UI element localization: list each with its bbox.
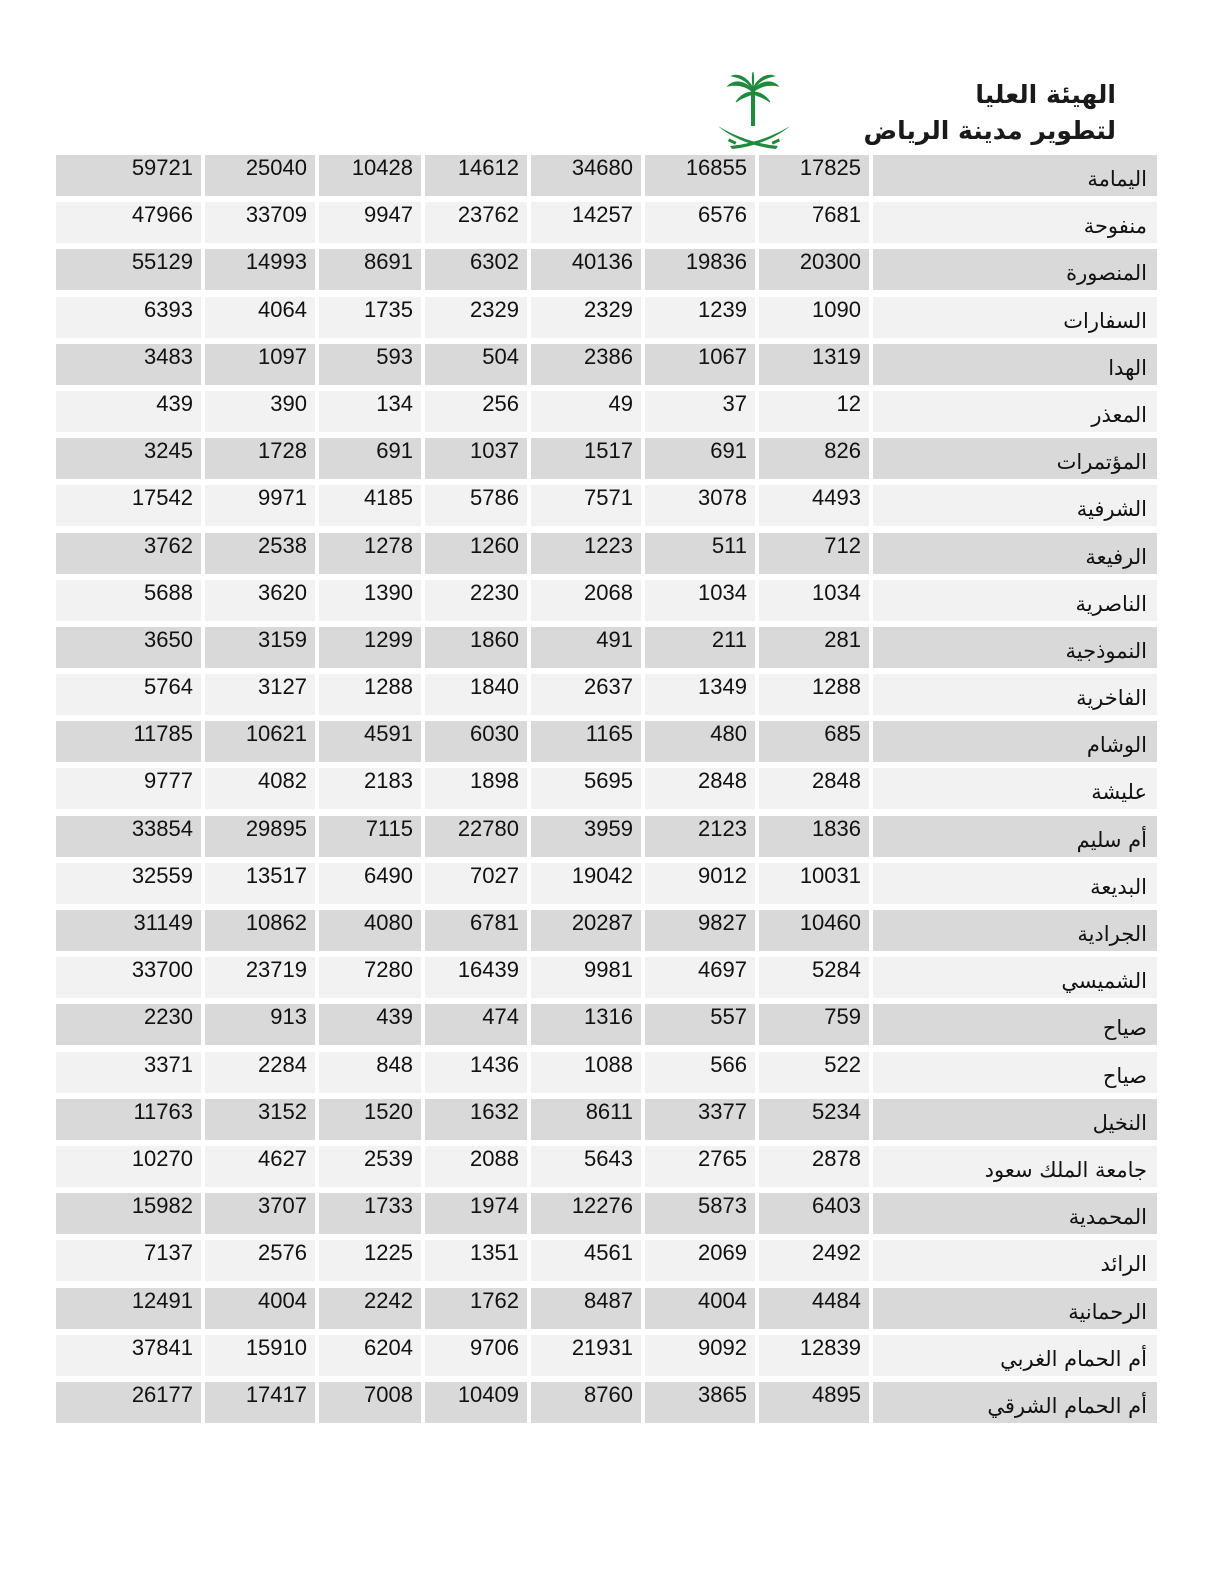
value-cell: 1299 xyxy=(319,627,421,668)
value-cell: 4591 xyxy=(319,721,421,762)
value-cell: 491 xyxy=(531,627,641,668)
value-cell: 11785 xyxy=(56,721,201,762)
value-cell: 6781 xyxy=(425,910,527,951)
table-row xyxy=(56,153,1157,200)
value-cell: 20300 xyxy=(759,249,869,290)
value-cell: 3371 xyxy=(56,1052,201,1093)
district-name-cell: أم الحمام الشرقي xyxy=(873,1382,1157,1423)
value-cell: 2576 xyxy=(205,1240,315,1281)
value-cell: 1762 xyxy=(425,1288,527,1329)
value-cell: 5688 xyxy=(56,580,201,621)
value-cell: 12276 xyxy=(531,1193,641,1234)
value-cell: 2230 xyxy=(56,1004,201,1045)
value-cell: 32559 xyxy=(56,863,201,904)
value-cell: 1239 xyxy=(645,297,755,338)
value-cell: 5764 xyxy=(56,674,201,715)
value-cell: 26177 xyxy=(56,1382,201,1423)
table-row xyxy=(56,1050,1157,1097)
table-row xyxy=(56,1238,1157,1285)
value-cell: 4561 xyxy=(531,1240,641,1281)
value-cell: 5643 xyxy=(531,1146,641,1187)
value-cell: 439 xyxy=(56,391,201,432)
value-cell: 40136 xyxy=(531,249,641,290)
value-cell: 2539 xyxy=(319,1146,421,1187)
value-cell: 11763 xyxy=(56,1099,201,1140)
value-cell: 15910 xyxy=(205,1335,315,1376)
district-name-cell: النموذجية xyxy=(873,627,1157,668)
table-row xyxy=(56,719,1157,766)
value-cell: 4004 xyxy=(205,1288,315,1329)
value-cell: 2878 xyxy=(759,1146,869,1187)
value-cell: 211 xyxy=(645,627,755,668)
value-cell: 4064 xyxy=(205,297,315,338)
value-cell: 522 xyxy=(759,1052,869,1093)
value-cell: 1436 xyxy=(425,1052,527,1093)
value-cell: 1034 xyxy=(645,580,755,621)
value-cell: 4627 xyxy=(205,1146,315,1187)
value-cell: 7137 xyxy=(56,1240,201,1281)
value-cell: 1278 xyxy=(319,533,421,574)
value-cell: 19836 xyxy=(645,249,755,290)
value-cell: 691 xyxy=(645,438,755,479)
value-cell: 2230 xyxy=(425,580,527,621)
value-cell: 9092 xyxy=(645,1335,755,1376)
value-cell: 3159 xyxy=(205,627,315,668)
value-cell: 848 xyxy=(319,1052,421,1093)
value-cell: 1034 xyxy=(759,580,869,621)
value-cell: 593 xyxy=(319,344,421,385)
value-cell: 1349 xyxy=(645,674,755,715)
table-row xyxy=(56,861,1157,908)
value-cell: 1088 xyxy=(531,1052,641,1093)
value-cell: 37841 xyxy=(56,1335,201,1376)
table-row xyxy=(56,1097,1157,1144)
district-name-cell: الهدا xyxy=(873,344,1157,385)
value-cell: 31149 xyxy=(56,910,201,951)
value-cell: 712 xyxy=(759,533,869,574)
value-cell: 23762 xyxy=(425,202,527,243)
value-cell: 439 xyxy=(319,1004,421,1045)
value-cell: 49 xyxy=(531,391,641,432)
value-cell: 2284 xyxy=(205,1052,315,1093)
value-cell: 826 xyxy=(759,438,869,479)
value-cell: 2386 xyxy=(531,344,641,385)
value-cell: 256 xyxy=(425,391,527,432)
value-cell: 1735 xyxy=(319,297,421,338)
value-cell: 1260 xyxy=(425,533,527,574)
table-row xyxy=(56,389,1157,436)
value-cell: 4004 xyxy=(645,1288,755,1329)
value-cell: 1097 xyxy=(205,344,315,385)
value-cell: 1223 xyxy=(531,533,641,574)
value-cell: 4697 xyxy=(645,957,755,998)
value-cell: 504 xyxy=(425,344,527,385)
value-cell: 59721 xyxy=(56,155,201,196)
district-name-cell: المنصورة xyxy=(873,249,1157,290)
value-cell: 3245 xyxy=(56,438,201,479)
value-cell: 6030 xyxy=(425,721,527,762)
table-row xyxy=(56,814,1157,861)
value-cell: 2848 xyxy=(645,768,755,809)
value-cell: 2242 xyxy=(319,1288,421,1329)
district-name-cell: المؤتمرات xyxy=(873,438,1157,479)
value-cell: 1067 xyxy=(645,344,755,385)
value-cell: 14257 xyxy=(531,202,641,243)
value-cell: 6204 xyxy=(319,1335,421,1376)
value-cell: 3959 xyxy=(531,816,641,857)
value-cell: 21931 xyxy=(531,1335,641,1376)
value-cell: 2492 xyxy=(759,1240,869,1281)
value-cell: 37 xyxy=(645,391,755,432)
value-cell: 9827 xyxy=(645,910,755,951)
value-cell: 1165 xyxy=(531,721,641,762)
value-cell: 4493 xyxy=(759,485,869,526)
value-cell: 33700 xyxy=(56,957,201,998)
value-cell: 2329 xyxy=(425,297,527,338)
table-row xyxy=(56,908,1157,955)
value-cell: 23719 xyxy=(205,957,315,998)
organization-logo xyxy=(716,72,1116,156)
value-cell: 6403 xyxy=(759,1193,869,1234)
district-name-cell: اليمامة xyxy=(873,155,1157,196)
value-cell: 33709 xyxy=(205,202,315,243)
value-cell: 10460 xyxy=(759,910,869,951)
value-cell: 19042 xyxy=(531,863,641,904)
value-cell: 16439 xyxy=(425,957,527,998)
value-cell: 685 xyxy=(759,721,869,762)
value-cell: 20287 xyxy=(531,910,641,951)
value-cell: 474 xyxy=(425,1004,527,1045)
district-name-cell: الشميسي xyxy=(873,957,1157,998)
table-row xyxy=(56,247,1157,294)
value-cell: 1632 xyxy=(425,1099,527,1140)
value-cell: 1517 xyxy=(531,438,641,479)
value-cell: 7008 xyxy=(319,1382,421,1423)
value-cell: 10428 xyxy=(319,155,421,196)
value-cell: 2765 xyxy=(645,1146,755,1187)
value-cell: 1520 xyxy=(319,1099,421,1140)
value-cell: 1974 xyxy=(425,1193,527,1234)
value-cell: 480 xyxy=(645,721,755,762)
table-row xyxy=(56,295,1157,342)
table-row xyxy=(56,1191,1157,1238)
value-cell: 566 xyxy=(645,1052,755,1093)
value-cell: 33854 xyxy=(56,816,201,857)
value-cell: 6302 xyxy=(425,249,527,290)
value-cell: 3707 xyxy=(205,1193,315,1234)
value-cell: 2068 xyxy=(531,580,641,621)
value-cell: 5873 xyxy=(645,1193,755,1234)
value-cell: 3650 xyxy=(56,627,201,668)
district-name-cell: أم سليم xyxy=(873,816,1157,857)
value-cell: 2329 xyxy=(531,297,641,338)
value-cell: 2123 xyxy=(645,816,755,857)
value-cell: 8691 xyxy=(319,249,421,290)
value-cell: 9981 xyxy=(531,957,641,998)
value-cell: 14612 xyxy=(425,155,527,196)
value-cell: 7115 xyxy=(319,816,421,857)
district-name-cell: الرائد xyxy=(873,1240,1157,1281)
district-name-cell: الفاخرية xyxy=(873,674,1157,715)
table-row xyxy=(56,955,1157,1002)
district-name-cell: الرحمانية xyxy=(873,1288,1157,1329)
district-name-cell: الشرفية xyxy=(873,485,1157,526)
value-cell: 1316 xyxy=(531,1004,641,1045)
district-name-cell: الناصرية xyxy=(873,580,1157,621)
value-cell: 1351 xyxy=(425,1240,527,1281)
district-name-cell: السفارات xyxy=(873,297,1157,338)
value-cell: 1898 xyxy=(425,768,527,809)
district-name-cell: الرفيعة xyxy=(873,533,1157,574)
value-cell: 5234 xyxy=(759,1099,869,1140)
value-cell: 3152 xyxy=(205,1099,315,1140)
value-cell: 1860 xyxy=(425,627,527,668)
value-cell: 1733 xyxy=(319,1193,421,1234)
value-cell: 557 xyxy=(645,1004,755,1045)
value-cell: 13517 xyxy=(205,863,315,904)
value-cell: 8760 xyxy=(531,1382,641,1423)
value-cell: 3127 xyxy=(205,674,315,715)
value-cell: 9971 xyxy=(205,485,315,526)
value-cell: 1390 xyxy=(319,580,421,621)
value-cell: 22780 xyxy=(425,816,527,857)
table-row xyxy=(56,1286,1157,1333)
value-cell: 29895 xyxy=(205,816,315,857)
table-row xyxy=(56,625,1157,672)
logo-title-line1: الهيئة العليا xyxy=(975,80,1116,109)
palm-swords-emblem-icon xyxy=(716,72,792,154)
logo-title-line2: لتطوير مدينة الرياض xyxy=(863,116,1116,145)
district-name-cell: المعذر xyxy=(873,391,1157,432)
value-cell: 4895 xyxy=(759,1382,869,1423)
table-row xyxy=(56,1380,1157,1427)
value-cell: 9012 xyxy=(645,863,755,904)
value-cell: 1840 xyxy=(425,674,527,715)
value-cell: 6576 xyxy=(645,202,755,243)
table-row xyxy=(56,578,1157,625)
district-name-cell: صياح xyxy=(873,1004,1157,1045)
value-cell: 913 xyxy=(205,1004,315,1045)
value-cell: 134 xyxy=(319,391,421,432)
district-name-cell: عليشة xyxy=(873,768,1157,809)
district-name-cell: البديعة xyxy=(873,863,1157,904)
value-cell: 1225 xyxy=(319,1240,421,1281)
district-name-cell: الجرادية xyxy=(873,910,1157,951)
value-cell: 1090 xyxy=(759,297,869,338)
value-cell: 7027 xyxy=(425,863,527,904)
value-cell: 15982 xyxy=(56,1193,201,1234)
value-cell: 2088 xyxy=(425,1146,527,1187)
value-cell: 6490 xyxy=(319,863,421,904)
value-cell: 12839 xyxy=(759,1335,869,1376)
value-cell: 3762 xyxy=(56,533,201,574)
value-cell: 281 xyxy=(759,627,869,668)
value-cell: 3865 xyxy=(645,1382,755,1423)
value-cell: 1319 xyxy=(759,344,869,385)
district-name-cell: النخيل xyxy=(873,1099,1157,1140)
value-cell: 3078 xyxy=(645,485,755,526)
district-name-cell: منفوحة xyxy=(873,202,1157,243)
value-cell: 10862 xyxy=(205,910,315,951)
value-cell: 8487 xyxy=(531,1288,641,1329)
value-cell: 25040 xyxy=(205,155,315,196)
value-cell: 2183 xyxy=(319,768,421,809)
value-cell: 12 xyxy=(759,391,869,432)
value-cell: 10621 xyxy=(205,721,315,762)
value-cell: 10409 xyxy=(425,1382,527,1423)
value-cell: 2848 xyxy=(759,768,869,809)
table-row xyxy=(56,1144,1157,1191)
value-cell: 10031 xyxy=(759,863,869,904)
value-cell: 3483 xyxy=(56,344,201,385)
value-cell: 511 xyxy=(645,533,755,574)
value-cell: 759 xyxy=(759,1004,869,1045)
value-cell: 1288 xyxy=(319,674,421,715)
value-cell: 4484 xyxy=(759,1288,869,1329)
table-row xyxy=(56,531,1157,578)
value-cell: 9947 xyxy=(319,202,421,243)
value-cell: 4082 xyxy=(205,768,315,809)
value-cell: 2069 xyxy=(645,1240,755,1281)
district-name-cell: الوشام xyxy=(873,721,1157,762)
district-name-cell: صياح xyxy=(873,1052,1157,1093)
table-row xyxy=(56,342,1157,389)
value-cell: 5284 xyxy=(759,957,869,998)
value-cell: 9777 xyxy=(56,768,201,809)
table-row xyxy=(56,1333,1157,1380)
value-cell: 10270 xyxy=(56,1146,201,1187)
value-cell: 2538 xyxy=(205,533,315,574)
value-cell: 3377 xyxy=(645,1099,755,1140)
district-name-cell: المحمدية xyxy=(873,1193,1157,1234)
value-cell: 691 xyxy=(319,438,421,479)
value-cell: 9706 xyxy=(425,1335,527,1376)
value-cell: 1728 xyxy=(205,438,315,479)
table-row xyxy=(56,436,1157,483)
table-row xyxy=(56,483,1157,530)
table-row xyxy=(56,200,1157,247)
value-cell: 7571 xyxy=(531,485,641,526)
value-cell: 4185 xyxy=(319,485,421,526)
table-row xyxy=(56,1002,1157,1049)
value-cell: 7280 xyxy=(319,957,421,998)
table-row xyxy=(56,766,1157,813)
value-cell: 34680 xyxy=(531,155,641,196)
value-cell: 17417 xyxy=(205,1382,315,1423)
value-cell: 1037 xyxy=(425,438,527,479)
value-cell: 4080 xyxy=(319,910,421,951)
value-cell: 17825 xyxy=(759,155,869,196)
value-cell: 1836 xyxy=(759,816,869,857)
value-cell: 6393 xyxy=(56,297,201,338)
table-row xyxy=(56,672,1157,719)
value-cell: 390 xyxy=(205,391,315,432)
value-cell: 14993 xyxy=(205,249,315,290)
district-name-cell: جامعة الملك سعود xyxy=(873,1146,1157,1187)
value-cell: 1288 xyxy=(759,674,869,715)
value-cell: 5695 xyxy=(531,768,641,809)
value-cell: 16855 xyxy=(645,155,755,196)
value-cell: 55129 xyxy=(56,249,201,290)
value-cell: 8611 xyxy=(531,1099,641,1140)
value-cell: 47966 xyxy=(56,202,201,243)
district-data-table xyxy=(56,153,1157,1427)
value-cell: 5786 xyxy=(425,485,527,526)
value-cell: 12491 xyxy=(56,1288,201,1329)
value-cell: 7681 xyxy=(759,202,869,243)
value-cell: 2637 xyxy=(531,674,641,715)
district-name-cell: أم الحمام الغربي xyxy=(873,1335,1157,1376)
value-cell: 3620 xyxy=(205,580,315,621)
value-cell: 17542 xyxy=(56,485,201,526)
